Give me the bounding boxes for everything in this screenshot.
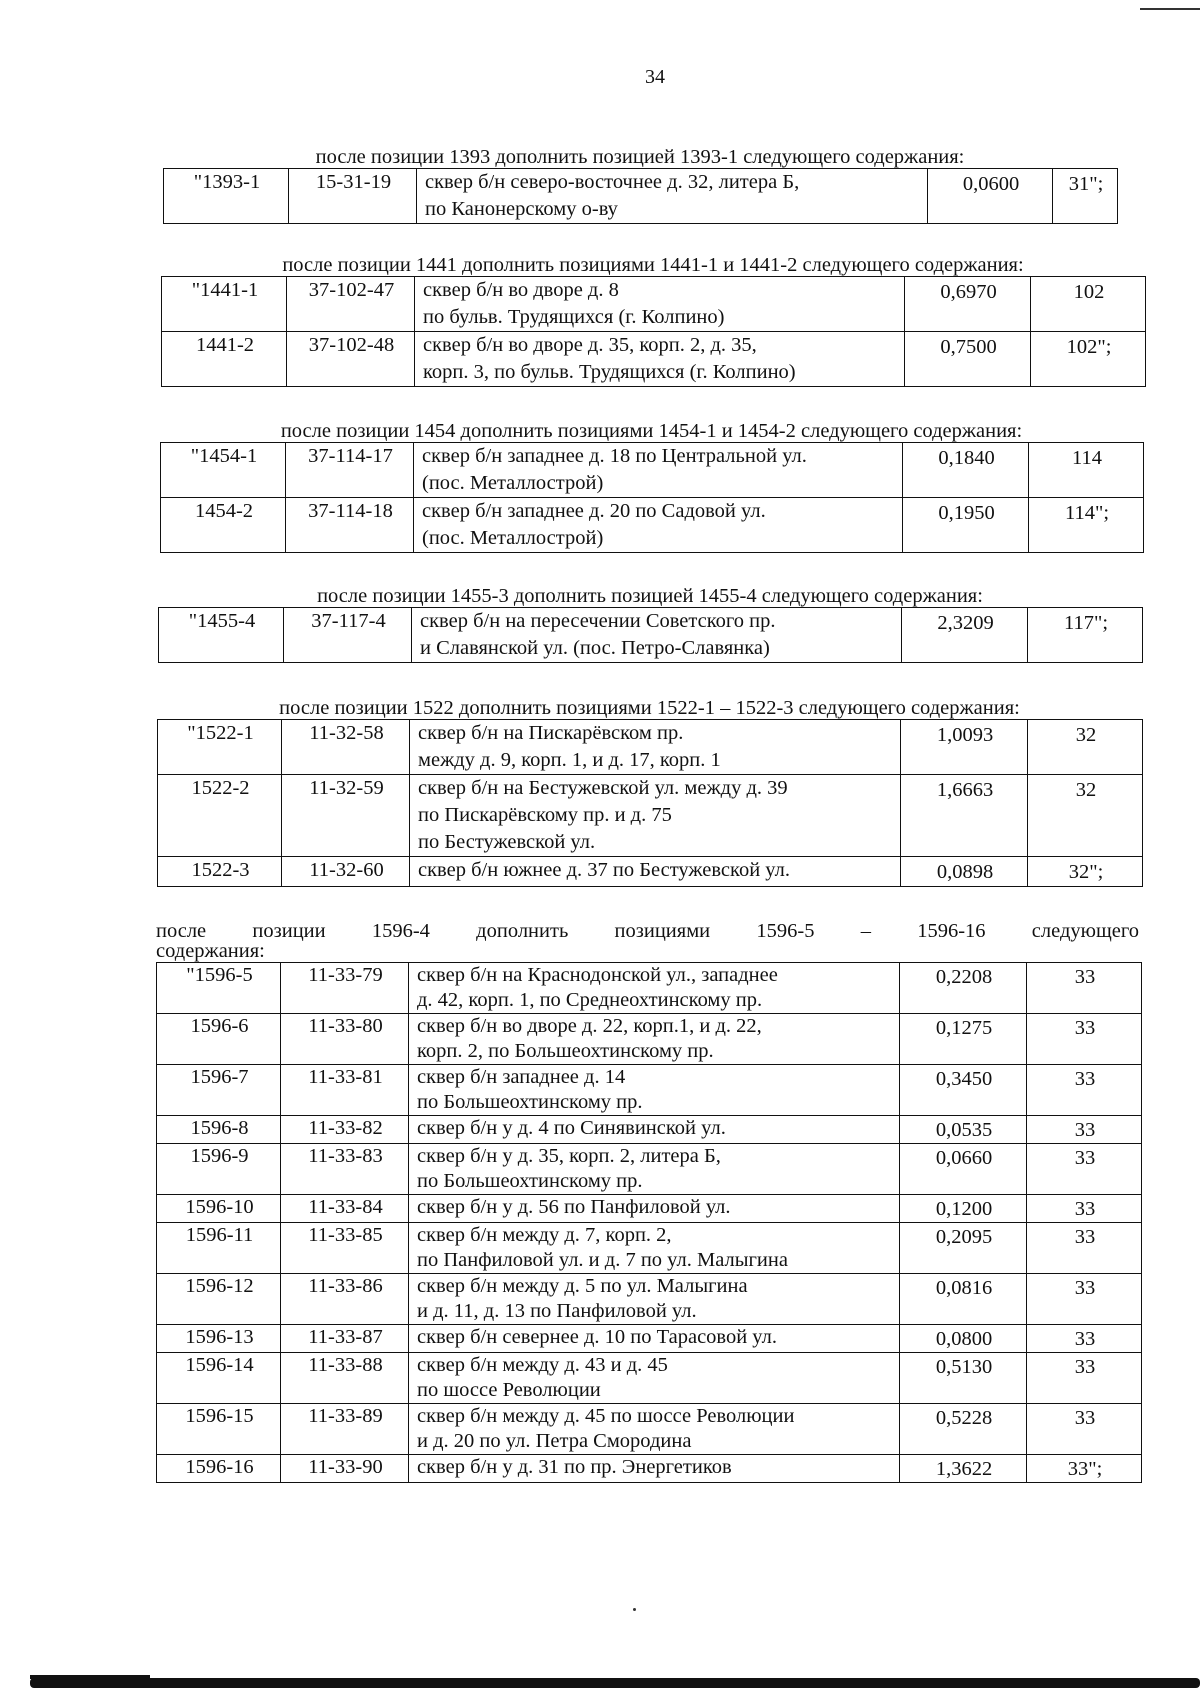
table-body [164,169,1118,224]
position-number: 1596-13 [157,1325,281,1353]
district-number: 33 [1027,1274,1142,1325]
table-row [157,1223,1142,1274]
description-line: по Большеохтинскому пр. [417,1170,643,1192]
table-row [158,720,1143,775]
description-line: сквер б/н у д. 35, корп. 2, литера Б, [417,1145,721,1167]
table-row [157,1455,1142,1483]
amendment-intro: после позиции 1522 дополнить позициями 1522-1 – 1522-3 следующего содержания: [279,697,1020,719]
description-line: и д. 20 по ул. Петра Смородина [417,1430,692,1452]
cadastral-code: 11-33-80 [281,1014,409,1065]
cadastral-code: 11-33-89 [281,1404,409,1455]
district-number: 117"; [1028,608,1143,663]
position-number: 1454-2 [161,498,286,553]
description-line: сквер б/н на Бестужевской ул. между д. 39 [418,777,788,799]
amendment-section [156,920,1139,1483]
cadastral-code: 11-32-58 [282,720,410,775]
table-row [157,963,1142,1014]
amendment-intro: после позиции 1454 дополнить позициями 1454-1 и 1454-2 следующего содержания: [280,420,1023,442]
district-number: 33 [1027,1065,1142,1116]
description-line: сквер б/н на Пискарёвском пр. [418,722,684,744]
area-value: 1,6663 [901,775,1028,857]
object-description [409,1274,900,1325]
table-row [157,1353,1142,1404]
district-number: 33 [1027,1144,1142,1195]
description-line: между д. 9, корп. 1, и д. 17, корп. 1 [418,749,721,771]
table-body [158,720,1143,887]
description-line: корп. 2, по Большеохтинскому пр. [417,1040,714,1062]
description-line: (пос. Металлострой) [422,472,604,494]
description-line: сквер б/н северо-восточнее д. 32, литера Б, [425,171,800,193]
amendment-table [157,719,1143,887]
object-description [410,775,901,857]
position-number: 1596-7 [157,1065,281,1116]
table-row [157,1116,1142,1144]
area-value: 0,0600 [928,169,1053,224]
table-row [162,277,1146,332]
cadastral-code: 11-33-81 [281,1065,409,1116]
amendment-section [161,254,1145,387]
description-line: сквер б/н южнее д. 37 по Бестужевской ул. [418,859,790,881]
amendment-intro: после позиции 1455-3 дополнить позицией 1455-4 следующего содержания: [317,585,983,607]
table-row [164,169,1118,224]
object-description [409,1014,900,1065]
cadastral-code: 11-33-79 [281,963,409,1014]
cadastral-code: 11-33-84 [281,1195,409,1223]
object-description [409,1404,900,1455]
object-description [409,963,900,1014]
position-number: "1596-5 [157,963,281,1014]
amendment-section [158,585,1142,663]
description-line: сквер б/н западнее д. 20 по Садовой ул. [422,500,766,522]
description-line: по шоссе Революции [417,1379,601,1401]
area-value: 0,0660 [900,1144,1027,1195]
cadastral-code: 11-33-85 [281,1223,409,1274]
object-description [409,1065,900,1116]
description-line: сквер б/н во дворе д. 35, корп. 2, д. 35, [423,334,757,356]
area-value: 0,0898 [901,857,1028,887]
position-number: 1596-12 [157,1274,281,1325]
area-value: 0,2095 [900,1223,1027,1274]
district-number: 32"; [1028,857,1143,887]
cadastral-code: 11-32-60 [282,857,410,887]
table-row [161,498,1144,553]
object-description [415,277,905,332]
area-value: 0,1275 [900,1014,1027,1065]
description-line: по Большеохтинскому пр. [417,1091,643,1113]
description-line: по Бестужевской ул. [418,831,596,853]
position-number: 1596-16 [157,1455,281,1483]
object-description [409,1223,900,1274]
table-row [157,1195,1142,1223]
district-number: 33 [1027,1195,1142,1223]
object-description [409,1144,900,1195]
table-body [161,443,1144,553]
object-description [409,1116,900,1144]
description-line: по Панфиловой ул. и д. 7 по ул. Малыгина [417,1249,788,1271]
district-number: 31"; [1053,169,1118,224]
position-number: 1596-9 [157,1144,281,1195]
area-value: 0,1840 [903,443,1029,498]
cadastral-code: 11-32-59 [282,775,410,857]
district-number: 32 [1028,775,1143,857]
district-number: 33 [1027,1353,1142,1404]
position-number: 1596-14 [157,1353,281,1404]
amendment-intro: после позиции 1441 дополнить позициями 1441-1 и 1441-2 следующего содержания: [282,254,1024,276]
table-row [162,332,1146,387]
description-line: по Канонерскому о-ву [425,198,618,220]
description-line: сквер б/н у д. 56 по Панфиловой ул. [417,1196,731,1218]
district-number: 114"; [1029,498,1144,553]
table-row [158,857,1143,887]
cadastral-code: 11-33-82 [281,1116,409,1144]
area-value: 0,1950 [903,498,1029,553]
table-row [159,608,1143,663]
cadastral-code: 37-114-18 [286,498,414,553]
description-line: д. 42, корп. 1, по Среднеохтинскому пр. [417,989,763,1011]
description-line: сквер б/н во дворе д. 8 [423,279,619,301]
district-number: 102"; [1031,332,1146,387]
description-line: по бульв. Трудящихся (г. Колпино) [423,306,725,328]
district-number: 33 [1027,1223,1142,1274]
description-line: сквер б/н во дворе д. 22, корп.1, и д. 22, [417,1015,762,1037]
position-number: 1596-6 [157,1014,281,1065]
district-number: 33 [1027,1116,1142,1144]
position-number: "1441-1 [162,277,287,332]
description-line: сквер б/н между д. 43 и д. 45 [417,1354,668,1376]
cadastral-code: 37-117-4 [284,608,412,663]
object-description [409,1195,900,1223]
area-value: 0,3450 [900,1065,1027,1116]
cadastral-code: 15-31-19 [289,169,417,224]
position-number: "1455-4 [159,608,284,663]
amendment-table [163,168,1118,224]
amendment-section [157,697,1142,887]
description-line: сквер б/н у д. 31 по пр. Энергетиков [417,1456,732,1478]
amendment-section [163,146,1117,224]
amendment-table [158,607,1143,663]
description-line: сквер б/н на Краснодонской ул., западнее [417,964,778,986]
position-number: 1596-11 [157,1223,281,1274]
district-number: 33 [1027,1404,1142,1455]
scan-corner-mark [1140,8,1200,10]
object-description [409,1455,900,1483]
position-number: "1393-1 [164,169,289,224]
cadastral-code: 11-33-88 [281,1353,409,1404]
table-row [157,1144,1142,1195]
cadastral-code: 11-33-86 [281,1274,409,1325]
description-line: сквер б/н между д. 5 по ул. Малыгина [417,1275,748,1297]
description-line: и Славянской ул. (пос. Петро-Славянка) [420,637,770,659]
cadastral-code: 37-114-17 [286,443,414,498]
description-line: по Пискарёвскому пр. и д. 75 [418,804,672,826]
description-line: (пос. Металлострой) [422,527,604,549]
description-line: сквер б/н у д. 4 по Синявинской ул. [417,1117,726,1139]
object-description [414,443,903,498]
description-line: сквер б/н на пересечении Советского пр. [420,610,776,632]
cadastral-code: 37-102-47 [287,277,415,332]
district-number: 114 [1029,443,1144,498]
amendment-table [156,962,1142,1483]
table-row [158,775,1143,857]
district-number: 33 [1027,1325,1142,1353]
cadastral-code: 37-102-48 [287,332,415,387]
area-value: 0,0535 [900,1116,1027,1144]
area-value: 0,2208 [900,963,1027,1014]
table-body [162,277,1146,387]
object-description [417,169,928,224]
district-number: 33 [1027,963,1142,1014]
table-row [161,443,1144,498]
area-value: 0,6970 [905,277,1031,332]
table-row [157,1404,1142,1455]
object-description [414,498,903,553]
position-number: 1596-10 [157,1195,281,1223]
description-line: сквер б/н севернее д. 10 по Тарасовой ул. [417,1326,778,1348]
position-number: 1441-2 [162,332,287,387]
position-number: "1454-1 [161,443,286,498]
area-value: 1,3622 [900,1455,1027,1483]
object-description [410,857,901,887]
amendment-intro: после позиции 1596-4 дополнить позициями 1596-5 – 1596-16 следующего [156,920,1139,942]
area-value: 0,5228 [900,1404,1027,1455]
district-number: 33"; [1027,1455,1142,1483]
area-value: 0,7500 [905,332,1031,387]
table-row [157,1274,1142,1325]
area-value: 2,3209 [902,608,1028,663]
bottom-rule [30,1678,1200,1688]
district-number: 102 [1031,277,1146,332]
description-line: сквер б/н западнее д. 14 [417,1066,626,1088]
area-value: 0,1200 [900,1195,1027,1223]
object-description [415,332,905,387]
object-description [410,720,901,775]
position-number: 1522-3 [158,857,282,887]
table-row [157,1014,1142,1065]
table-row [157,1065,1142,1116]
area-value: 1,0093 [901,720,1028,775]
object-description [412,608,902,663]
table-row [157,1325,1142,1353]
position-number: 1596-8 [157,1116,281,1144]
amendment-table [161,276,1146,387]
amendment-intro-continuation: содержания: [156,940,265,962]
description-line: сквер б/н между д. 45 по шоссе Революции [417,1405,795,1427]
position-number: 1596-15 [157,1404,281,1455]
object-description [409,1353,900,1404]
amendment-table [160,442,1144,553]
description-line: сквер б/н западнее д. 18 по Центральной ул. [422,445,807,467]
area-value: 0,0800 [900,1325,1027,1353]
cadastral-code: 11-33-83 [281,1144,409,1195]
page-number: 34 [645,66,665,88]
position-number: "1522-1 [158,720,282,775]
area-value: 0,5130 [900,1353,1027,1404]
object-description [409,1325,900,1353]
area-value: 0,0816 [900,1274,1027,1325]
amendment-section [160,420,1143,553]
position-number: 1522-2 [158,775,282,857]
description-line: и д. 11, д. 13 по Панфиловой ул. [417,1300,697,1322]
district-number: 32 [1028,720,1143,775]
amendment-intro: после позиции 1393 дополнить позицией 1393-1 следующего содержания: [315,146,965,168]
cadastral-code: 11-33-87 [281,1325,409,1353]
description-line: корп. 3, по бульв. Трудящихся (г. Колпино) [423,361,796,383]
table-body [157,963,1142,1483]
description-line: сквер б/н между д. 7, корп. 2, [417,1224,672,1246]
cadastral-code: 11-33-90 [281,1455,409,1483]
table-body [159,608,1143,663]
district-number: 33 [1027,1014,1142,1065]
scan-speck [633,1608,636,1611]
